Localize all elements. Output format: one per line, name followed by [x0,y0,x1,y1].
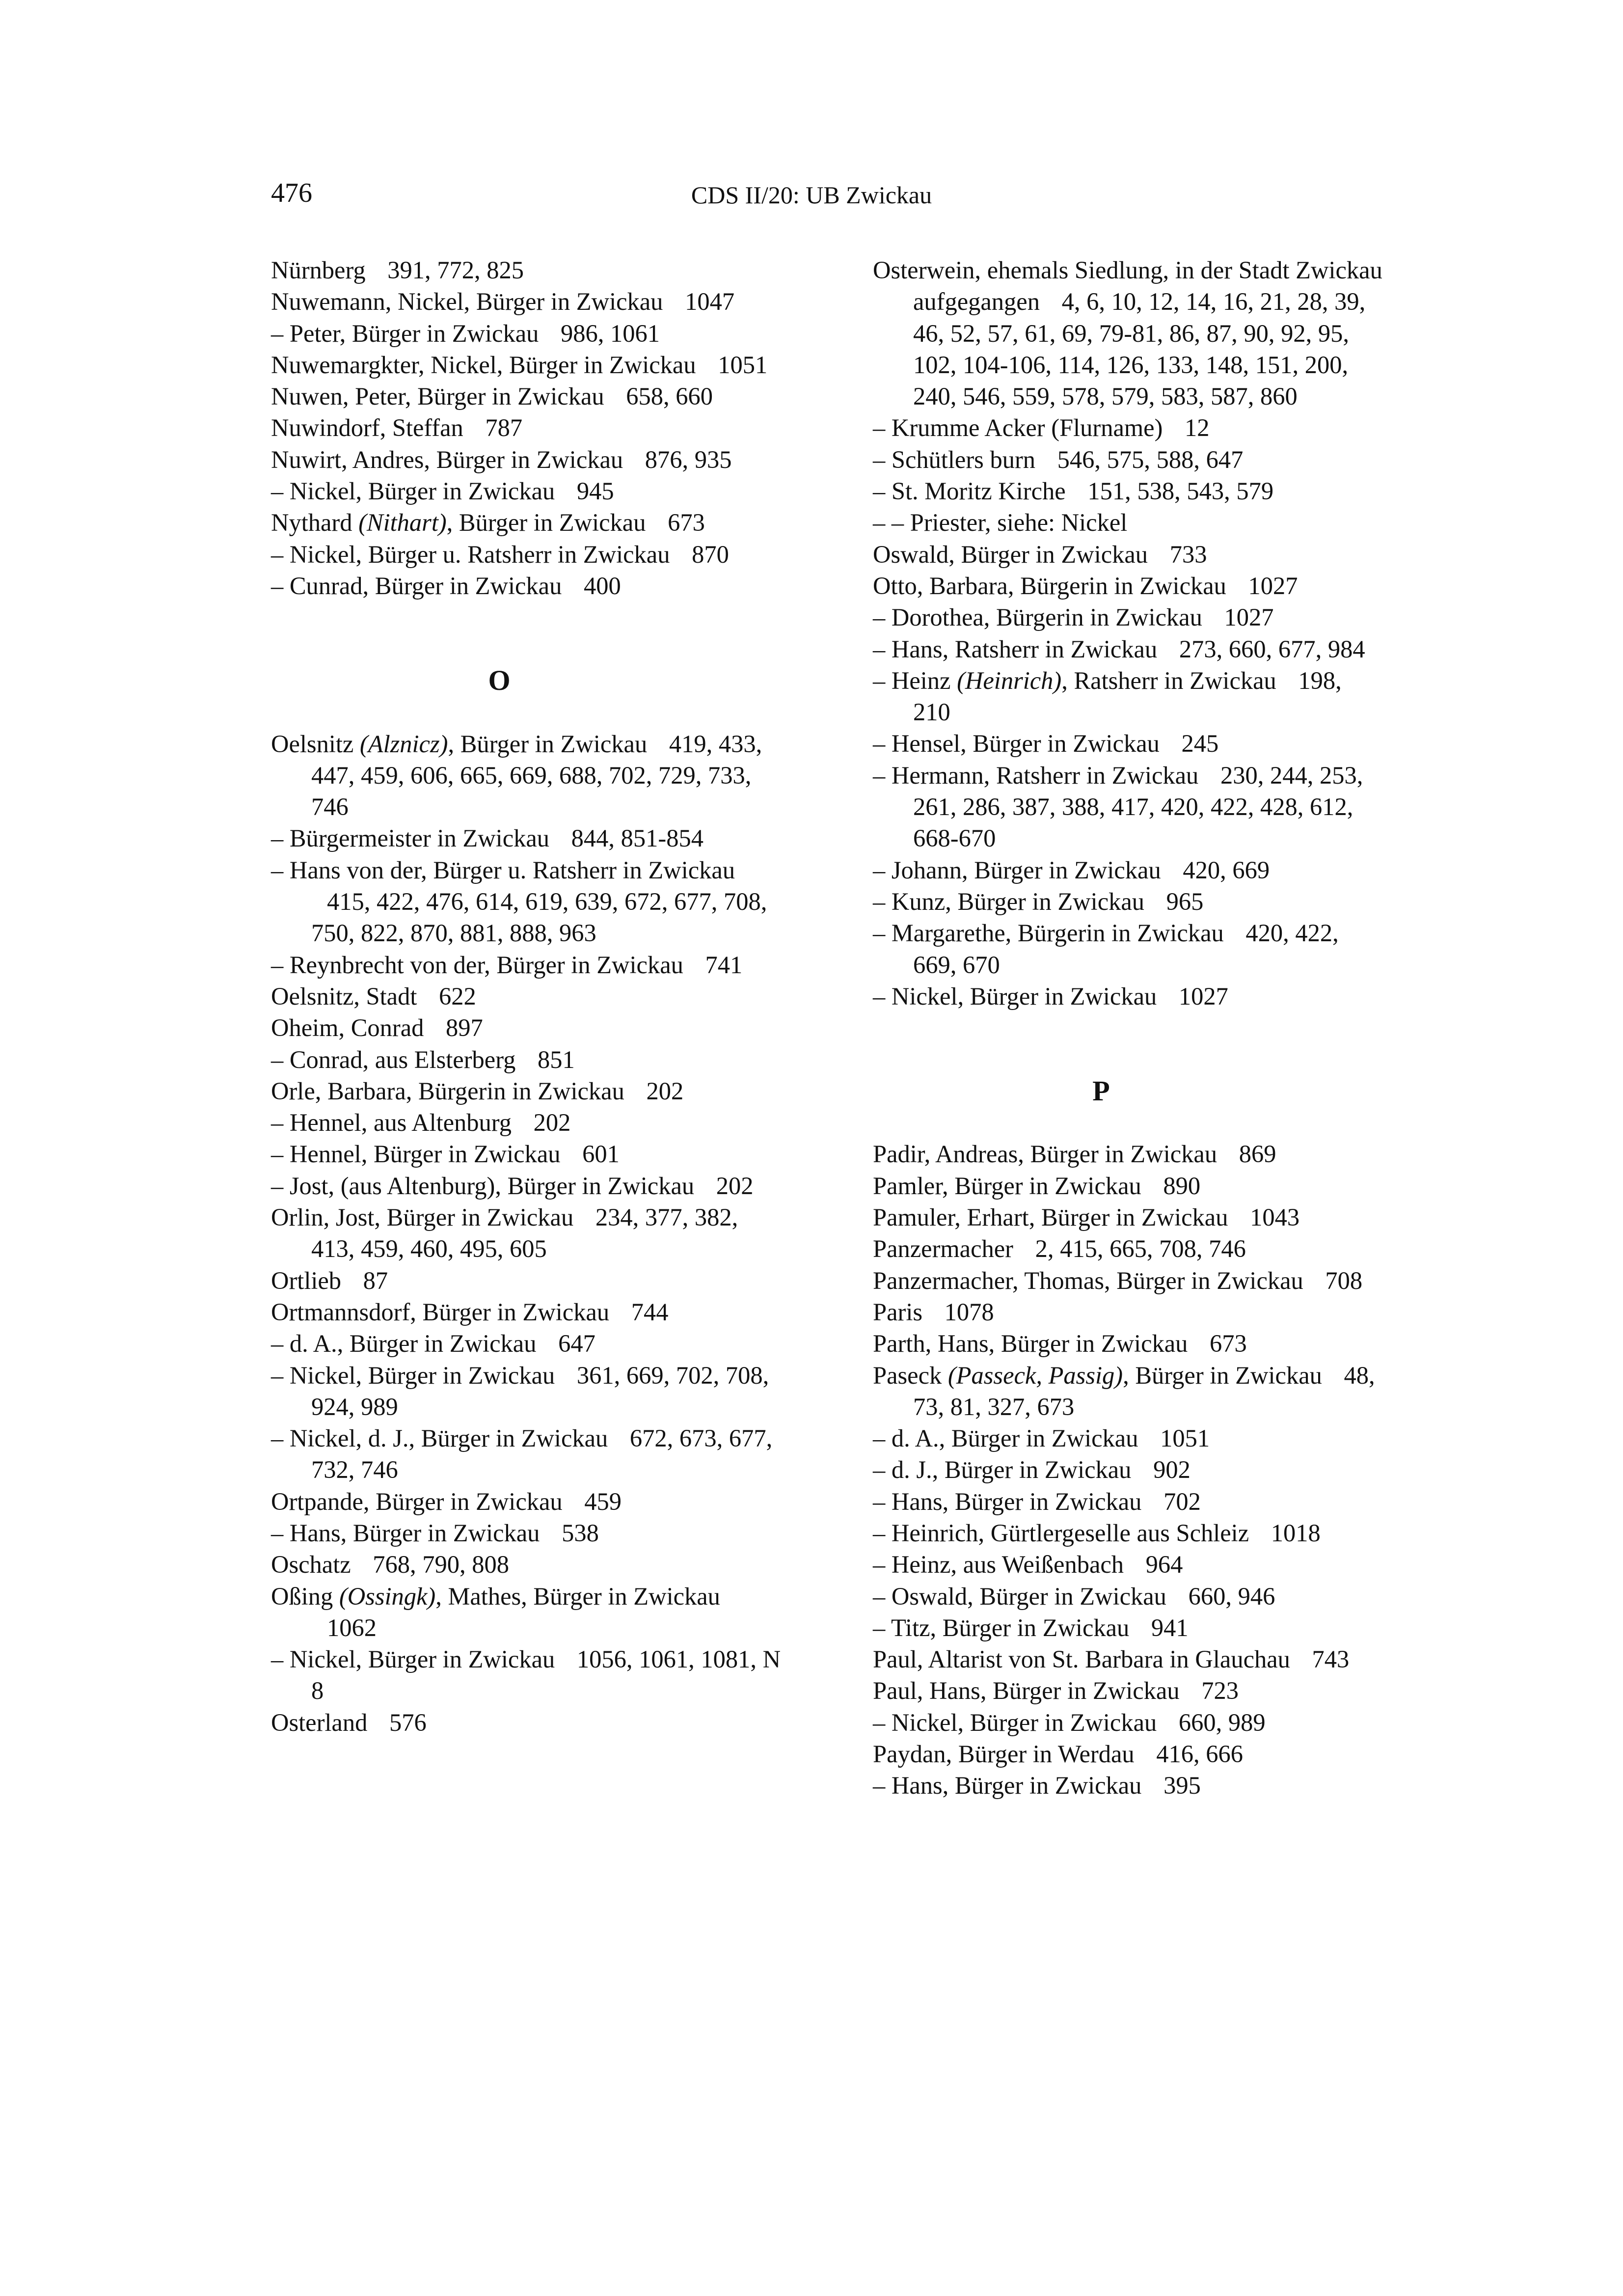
entry-term: Nuwemann, Nickel, Bürger in Zwickau [271,288,663,316]
index-entry [271,728,782,823]
index-entry [271,254,782,286]
entry-term: Oheim, Conrad [271,1014,424,1042]
entry-term: – Nickel, Bürger in Zwickau [873,982,1157,1010]
entry-page-refs: 1056, 1061, 1081, N 8 [311,1645,781,1705]
index-entry [271,1422,782,1486]
entry-term: – Nickel, Bürger in Zwickau [271,1361,555,1389]
entry-term: – Dorothea, Bürgerin in Zwickau [873,603,1202,631]
entry-term: – Johann, Bürger in Zwickau [873,856,1161,884]
entry-term: – Conrad, aus Elsterberg [271,1045,516,1073]
entry-alias: (Ossingk) [339,1582,436,1610]
index-entry [873,254,1383,412]
entry-term: – d. A., Bürger in Zwickau [271,1330,537,1358]
entry-page-refs: 658, 660 [626,383,713,410]
entry-alias: (Heinrich) [957,666,1062,694]
index-entry [873,1612,1383,1643]
entry-page-refs: 48, 73, 81, 327, 673 [913,1361,1375,1421]
entry-page-refs: 672, 673, 677, 732, 746 [311,1424,773,1484]
index-entry [873,1138,1383,1170]
index-entry [873,1707,1383,1738]
index-entry [873,1486,1383,1517]
entry-page-refs: 273, 660, 677, 984 [1179,635,1365,663]
entry-page-refs: 361, 669, 702, 708, 924, 989 [311,1361,769,1421]
entry-term: Oschatz [271,1551,351,1579]
entry-term: – Nickel, Bürger u. Ratsherr in Zwickau [271,540,670,568]
entry-page-refs: 851 [537,1045,575,1073]
entry-term: – Margarethe, Bürgerin in Zwickau [873,919,1224,947]
running-head: CDS II/20: UB Zwickau [691,181,932,209]
entry-page-refs: 941 [1151,1613,1189,1641]
entry-page-refs: 198, 210 [913,666,1342,726]
entry-page-refs: 416, 666 [1156,1740,1243,1768]
entry-page-refs: 538 [562,1519,599,1547]
entry-page-refs: 230, 244, 253, 261, 286, 387, 388, 417, 420, 422, 428, 612, 668-670 [913,761,1363,852]
index-entry [271,1012,782,1043]
entry-page-refs: 4, 6, 10, 12, 14, 16, 21, 28, 39, 46, 52, 57, 61, 69, 79-81, 86, 87, 90, 92, 95, 102, 104-106, 114, 126, 133, 148, 151, 200, 240, 546, 559, 578, 579, 583, 587, 860 [913,288,1366,410]
entry-page-refs: 400 [583,572,621,600]
entry-term: – Hermann, Ratsherr in Zwickau [873,761,1199,789]
index-entry [873,886,1383,917]
entry-page-refs: 902 [1153,1456,1190,1484]
index-entry [271,1581,782,1644]
entry-page-refs: 890 [1163,1172,1201,1200]
section-gap [873,1107,1383,1138]
entry-page-refs: 876, 935 [645,445,732,473]
entry-term: Nuwemargkter, Nickel, Bürger in Zwickau [271,351,696,379]
index-entry [873,1643,1383,1675]
entry-term: Oswald, Bürger in Zwickau [873,540,1148,568]
entry-term-continued: , Bürger in Zwickau [446,509,646,537]
index-entry [873,601,1383,633]
index-entry [271,1328,782,1359]
entry-term: Ortpande, Bürger in Zwickau [271,1487,563,1515]
entry-page-refs: 1018 [1271,1519,1321,1547]
entry-term: – Hans, Ratsherr in Zwickau [873,635,1158,663]
index-entry [873,665,1383,728]
index-entry [271,349,782,381]
entry-page-refs: 234, 377, 382, 413, 459, 460, 495, 605 [311,1203,738,1263]
entry-page-refs: 1043 [1250,1203,1300,1231]
entry-page-refs: 787 [485,414,523,442]
entry-page-refs: 708 [1325,1266,1363,1294]
entry-term: Nuwirt, Andres, Bürger in Zwickau [271,445,623,473]
entry-term: Paul, Hans, Bürger in Zwickau [873,1677,1180,1705]
entry-term: Nuwindorf, Steffan [271,414,463,442]
entry-term: – Hennel, Bürger in Zwickau [271,1140,561,1168]
entry-term: – Reynbrecht von der, Bürger in Zwickau [271,951,683,979]
entry-page-refs: 415, 422, 476, 614, 619, 639, 672, 677, 708, 750, 822, 870, 881, 888, 963 [311,888,767,947]
entry-term: – Titz, Bürger in Zwickau [873,1613,1130,1641]
entry-term: Pamuler, Erhart, Bürger in Zwickau [873,1203,1228,1231]
index-entry [873,1770,1383,1801]
index-entry [271,1360,782,1423]
entry-page-refs: 391, 772, 825 [387,256,524,284]
entry-term: Paul, Altarist von St. Barbara in Glauchau [873,1645,1290,1673]
index-entry [873,507,1383,538]
entry-term: Panzermacher [873,1235,1013,1263]
entry-term: – Jost, (aus Altenburg), Bürger in Zwickau [271,1172,695,1200]
entry-term: – Hennel, aus Altenburg [271,1109,512,1137]
entry-term: Orlin, Jost, Bürger in Zwickau [271,1203,574,1231]
entry-page-refs: 1027 [1248,572,1298,600]
entry-page-refs: 1062 [327,1613,377,1641]
section-letter: O [488,664,511,697]
entry-term: – Hans, Bürger in Zwickau [271,1519,540,1547]
index-entry [271,1643,782,1707]
entry-term: Paris [873,1298,922,1326]
index-entry [873,539,1383,570]
entry-term: Oelsnitz, Stadt [271,982,417,1010]
index-entry [271,1202,782,1265]
entry-page-refs: 844, 851-854 [571,824,703,852]
index-entry [271,318,782,349]
index-entry [873,1738,1383,1770]
entry-page-refs: 1047 [685,288,735,316]
entry-term: – St. Moritz Kirche [873,477,1066,505]
entry-alias: (Passeck, Passig) [947,1361,1123,1389]
entry-page-refs: 151, 538, 543, 579 [1087,477,1274,505]
entry-page-refs: 897 [445,1014,483,1042]
index-entry [271,1265,782,1296]
entry-term: – Krumme Acker (Flurname) [873,414,1163,442]
index-entry [271,381,782,412]
entry-page-refs: 1078 [944,1298,994,1326]
index-entry [873,1422,1383,1454]
entry-page-refs: 660, 989 [1178,1708,1266,1736]
index-entry [873,1265,1383,1296]
index-entry [873,1202,1383,1233]
entry-page-refs: 744 [631,1298,669,1326]
entry-term: Osterland [271,1708,368,1736]
index-entry [873,1170,1383,1202]
entry-page-refs: 622 [438,982,476,1010]
index-entry [873,760,1383,854]
entry-term: – Kunz, Bürger in Zwickau [873,887,1145,915]
index-entry [873,1549,1383,1580]
entry-term: – Heinz [873,666,951,694]
index-entry [873,917,1383,981]
index-entry [873,854,1383,886]
entry-term: – Oswald, Bürger in Zwickau [873,1582,1166,1610]
index-column-left [271,254,782,1738]
index-entry [873,981,1383,1012]
entry-page-refs: 768, 790, 808 [373,1551,510,1579]
index-entry [873,1581,1383,1612]
index-entry [873,412,1383,443]
index-entry [271,1707,782,1738]
entry-page-refs: 202 [646,1077,684,1105]
index-entry [271,475,782,507]
index-column-right [873,254,1383,1802]
index-entry [873,1360,1383,1423]
index-entry [271,1170,782,1202]
index-entry [271,1517,782,1549]
entry-page-refs: 1051 [1160,1424,1210,1452]
index-entry [271,507,782,538]
entry-term: Parth, Hans, Bürger in Zwickau [873,1330,1188,1358]
entry-term: – Heinz, aus Weißenbach [873,1551,1124,1579]
entry-term: Paydan, Bürger in Werdau [873,1740,1135,1768]
entry-term: Oelsnitz [271,730,354,758]
entry-page-refs: 647 [558,1330,595,1358]
index-entry [873,633,1383,665]
entry-page-refs: 395 [1163,1772,1201,1800]
entry-term: Nythard [271,509,352,537]
entry-term: – d. A., Bürger in Zwickau [873,1424,1138,1452]
index-entry [873,1454,1383,1485]
entry-page-refs: 673 [668,509,705,537]
index-entry [873,444,1383,475]
section-spacer [271,601,782,665]
entry-page-refs: 743 [1312,1645,1350,1673]
index-entry [271,949,782,981]
entry-term: – Peter, Bürger in Zwickau [271,319,539,347]
entry-term: – – Priester, siehe: Nickel [873,509,1128,537]
index-entry [873,728,1383,759]
index-entry [271,981,782,1012]
index-entry [271,412,782,443]
index-entry [271,854,782,949]
entry-page-refs: 546, 575, 588, 647 [1057,445,1244,473]
index-entry [873,1328,1383,1359]
index-entry [271,1296,782,1328]
index-entry [271,1044,782,1075]
section-spacer [873,1012,1383,1075]
entry-term-continued: , Ratsherr in Zwickau [1061,666,1276,694]
entry-page-refs: 964 [1145,1551,1183,1579]
entry-term-continued: , Mathes, Bürger in Zwickau [435,1582,720,1610]
index-entry [271,1486,782,1517]
entry-page-refs: 1027 [1224,603,1274,631]
entry-page-refs: 1051 [718,351,768,379]
entry-page-refs: 1027 [1178,982,1228,1010]
index-entry [271,1138,782,1170]
entry-term: – Hans von der, Bürger u. Ratsherr in Zwickau [271,856,735,884]
entry-page-refs: 245 [1181,730,1219,758]
entry-term: – Nickel, Bürger in Zwickau [873,1708,1157,1736]
entry-term: Otto, Barbara, Bürgerin in Zwickau [873,572,1226,600]
entry-term: Orle, Barbara, Bürgerin in Zwickau [271,1077,624,1105]
index-entry [873,1675,1383,1706]
section-letter: P [1092,1075,1110,1107]
entry-term: – Bürgermeister in Zwickau [271,824,550,852]
page-number: 476 [271,178,312,208]
entry-term: – Schütlers burn [873,445,1036,473]
entry-term: Paseck [873,1361,942,1389]
entry-page-refs: 702 [1163,1487,1201,1515]
entry-page-refs: 459 [584,1487,622,1515]
entry-page-refs: 2, 415, 665, 708, 746 [1035,1235,1246,1263]
entry-term: Osterwein, ehemals Siedlung, in der Stadt Zwickau aufgegangen [873,256,1382,316]
index-entry [271,286,782,317]
entry-term: – Hans, Bürger in Zwickau [873,1487,1142,1515]
entry-page-refs: 202 [716,1172,754,1200]
index-entry [873,1517,1383,1549]
entry-page-refs: 945 [576,477,614,505]
entry-term: Ortmannsdorf, Bürger in Zwickau [271,1298,610,1326]
entry-page-refs: 741 [705,951,743,979]
entry-term: – Hans, Bürger in Zwickau [873,1772,1142,1800]
entry-term: Nuwen, Peter, Bürger in Zwickau [271,383,604,410]
index-entry [271,1549,782,1580]
entry-page-refs: 420, 422, 669, 670 [913,919,1339,979]
entry-page-refs: 986, 1061 [561,319,660,347]
entry-term: – Nickel, Bürger in Zwickau [271,477,555,505]
index-entry [873,475,1383,507]
index-entry [271,1075,782,1107]
entry-page-refs: 12 [1185,414,1210,442]
entry-term: Nürnberg [271,256,366,284]
index-entry [271,539,782,570]
index-entry [271,570,782,601]
index-entry [873,570,1383,601]
entry-page-refs: 87 [363,1266,388,1294]
entry-term: – Heinrich, Gürtlergeselle aus Schleiz [873,1519,1249,1547]
index-entry [873,1296,1383,1328]
entry-page-refs: 869 [1239,1140,1276,1168]
entry-term: – Cunrad, Bürger in Zwickau [271,572,562,600]
entry-term: Ortlieb [271,1266,342,1294]
entry-page-refs: 660, 946 [1188,1582,1275,1610]
entry-page-refs: 419, 433, 447, 459, 606, 665, 669, 688, 702, 729, 733, 746 [311,730,762,821]
entry-term: – Nickel, Bürger in Zwickau [271,1645,555,1673]
entry-page-refs: 733 [1169,540,1207,568]
entry-term: – d. J., Bürger in Zwickau [873,1456,1132,1484]
entry-term-continued: , Bürger in Zwickau [448,730,648,758]
entry-page-refs: 202 [533,1109,571,1137]
entry-page-refs: 673 [1210,1330,1247,1358]
entry-alias: (Nithart) [358,509,447,537]
index-entry [873,1233,1383,1264]
entry-term: Padir, Andreas, Bürger in Zwickau [873,1140,1217,1168]
index-entry [271,822,782,854]
entry-page-refs: 601 [582,1140,620,1168]
entry-page-refs: 420, 669 [1183,856,1270,884]
entry-term: – Nickel, d. J., Bürger in Zwickau [271,1424,608,1452]
index-entry [271,444,782,475]
entry-page-refs: 965 [1166,887,1204,915]
entry-term-continued: , Bürger in Zwickau [1123,1361,1322,1389]
entry-page-refs: 723 [1201,1677,1239,1705]
entry-term: – Hensel, Bürger in Zwickau [873,730,1160,758]
entry-term: Oßing [271,1582,333,1610]
entry-alias: (Alznicz) [359,730,448,758]
index-entry [271,1107,782,1138]
entry-page-refs: 576 [389,1708,427,1736]
entry-term: Pamler, Bürger in Zwickau [873,1172,1141,1200]
section-gap [271,697,782,728]
entry-term: Panzermacher, Thomas, Bürger in Zwickau [873,1266,1303,1294]
entry-page-refs: 870 [692,540,729,568]
